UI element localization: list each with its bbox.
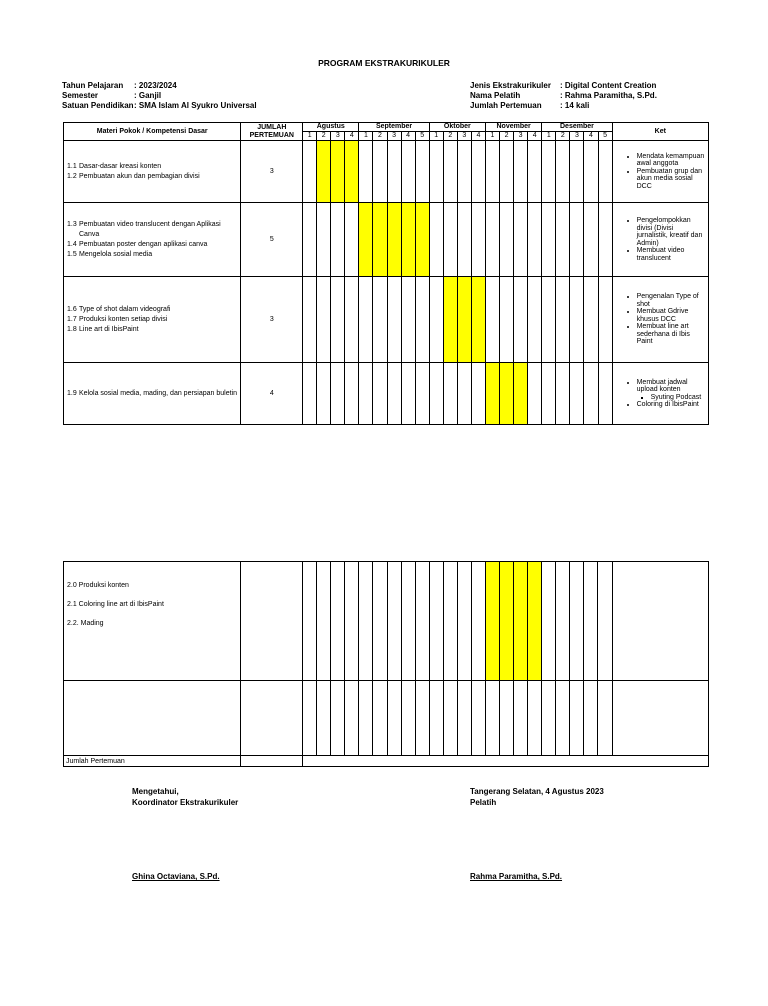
materi-number: 1.4: [67, 240, 77, 248]
materi-text: Pembuatan akun dan pembagian divisi: [79, 172, 200, 180]
materi-cell: [64, 562, 241, 681]
ket-text: Coloring di IbisPaint: [636, 401, 699, 408]
week-cell-active: [514, 363, 528, 425]
week-cell-active: [317, 141, 331, 203]
jumlah-cell: 3: [241, 277, 303, 363]
week-cell: [542, 363, 556, 425]
week-cell: [556, 141, 570, 203]
week-cell: [584, 203, 598, 277]
week-cell: [317, 277, 331, 363]
week-cell: [401, 562, 415, 681]
ket-text: Membuat Gdrive khusus DCC: [636, 308, 689, 323]
week-cell: [373, 562, 387, 681]
ket-subitem: ▪ Syuting Podcast: [651, 394, 706, 402]
materi-text: Produksi konten setiap divisi: [79, 315, 168, 323]
week-cell: [303, 562, 317, 681]
ket-text: Pengelompokkan divisi (Divisi jurnalistik, kreatif dan Admin): [636, 217, 703, 247]
week-cell: [401, 363, 415, 425]
schedule-table-2: [63, 561, 709, 767]
week-cell: [345, 363, 359, 425]
week-cell: [443, 681, 457, 756]
materi-item: [67, 220, 237, 240]
info-label: Tahun Pelajaran: [62, 81, 124, 90]
header-month: Agustus: [303, 123, 359, 132]
week-cell: [303, 277, 317, 363]
jumlah-cell: [241, 562, 303, 681]
week-cell: [457, 562, 471, 681]
week-cell-active: [471, 277, 485, 363]
week-cell: [387, 562, 401, 681]
materi-text: Type of shot dalam videografi: [79, 305, 171, 313]
week-cell: [584, 562, 598, 681]
materi-number: 1.6: [67, 305, 77, 313]
sign-right-line1: Tangerang Selatan, 4 Agustus 2023: [470, 787, 604, 796]
info-row: [470, 101, 657, 111]
week-cell: [570, 277, 584, 363]
info-row: [62, 91, 257, 101]
week-number: 3: [570, 132, 584, 141]
week-cell: [443, 363, 457, 425]
week-cell: [528, 277, 542, 363]
materi-item: [67, 305, 237, 315]
week-cell: [373, 277, 387, 363]
info-value: : Digital Content Creation: [560, 81, 657, 90]
info-value: : Rahma Paramitha, S.Pd.: [560, 91, 657, 100]
week-cell: [485, 203, 499, 277]
week-cell: [345, 203, 359, 277]
ket-list: [613, 217, 706, 262]
week-cell: [556, 363, 570, 425]
materi-cell: [64, 277, 241, 363]
week-cell: [345, 681, 359, 756]
info-row: [470, 91, 657, 101]
materi-number: 1.3: [67, 220, 77, 228]
materi-text: Kelola sosial media, mading, dan persiapan buletin: [79, 389, 237, 397]
week-cell: [317, 562, 331, 681]
week-number: 4: [471, 132, 485, 141]
materi-text: Pembuatan poster dengan aplikasi canva: [79, 240, 208, 248]
week-cell-active: [415, 203, 429, 277]
week-cell-active: [485, 363, 499, 425]
week-number: 3: [457, 132, 471, 141]
ket-text: Membuat line art sederhana di Ibis Paint: [636, 323, 690, 346]
ket-sublist: [637, 394, 706, 402]
materi-text: Mengelola sosial media: [79, 250, 153, 258]
week-cell: [331, 277, 345, 363]
week-number: 1: [542, 132, 556, 141]
ket-cell: [612, 277, 708, 363]
table-row: [64, 363, 709, 425]
table-row: [64, 562, 709, 681]
week-number: 1: [429, 132, 443, 141]
week-number: 3: [514, 132, 528, 141]
jumlah-cell: [241, 681, 303, 756]
week-cell: [528, 203, 542, 277]
week-number: 2: [443, 132, 457, 141]
week-cell: [429, 141, 443, 203]
sign-right-name: Rahma Paramitha, S.Pd.: [470, 872, 563, 881]
week-cell: [598, 562, 612, 681]
table-row: [64, 681, 709, 756]
week-cell: [584, 277, 598, 363]
materi-cell: [64, 363, 241, 425]
week-cell: [514, 203, 528, 277]
week-cell: [500, 277, 514, 363]
week-cell: [443, 141, 457, 203]
week-cell-active: [514, 562, 528, 681]
week-cell: [556, 681, 570, 756]
week-number: 4: [528, 132, 542, 141]
week-cell: [556, 562, 570, 681]
week-cell: [331, 681, 345, 756]
info-row: [470, 81, 657, 91]
info-value: : SMA Islam Al Syukro Universal: [134, 101, 257, 110]
week-cell-active: [485, 562, 499, 681]
week-cell: [359, 681, 373, 756]
week-number: 3: [387, 132, 401, 141]
week-cell: [303, 203, 317, 277]
materi-text: Pembuatan video translucent dengan Aplikasi Canva: [79, 220, 221, 238]
ket-item: [637, 168, 706, 191]
header-materi: Materi Pokok / Kompetensi Dasar: [64, 123, 241, 141]
info-label: Satuan Pendidikan: [62, 101, 134, 110]
ket-item: [637, 401, 706, 409]
ket-item: [637, 247, 706, 262]
week-cell: [303, 681, 317, 756]
week-cell: [345, 277, 359, 363]
week-cell: [387, 363, 401, 425]
week-cell-active: [401, 203, 415, 277]
week-cell: [584, 141, 598, 203]
week-number: 5: [598, 132, 612, 141]
week-cell: [570, 141, 584, 203]
week-cell: [303, 141, 317, 203]
week-number: 2: [317, 132, 331, 141]
week-cell-active: [345, 141, 359, 203]
week-cell: [471, 203, 485, 277]
week-cell: [471, 141, 485, 203]
week-cell: [457, 363, 471, 425]
week-cell: [415, 681, 429, 756]
week-cell: [331, 363, 345, 425]
week-cell: [542, 681, 556, 756]
week-number: 2: [556, 132, 570, 141]
info-value: : Ganjil: [134, 91, 162, 100]
week-cell: [429, 363, 443, 425]
week-cell: [514, 681, 528, 756]
materi-item: 2.1 Coloring line art di IbisPaint: [67, 601, 164, 608]
week-cell: [401, 277, 415, 363]
week-cell: [471, 681, 485, 756]
week-number: 4: [345, 132, 359, 141]
week-cell: [317, 203, 331, 277]
week-cell: [345, 562, 359, 681]
week-cell: [415, 562, 429, 681]
materi-cell: [64, 203, 241, 277]
ket-cell: [612, 141, 708, 203]
week-cell: [556, 277, 570, 363]
ket-cell: [612, 681, 708, 756]
ket-text: Pengenalan Type of shot: [636, 293, 699, 308]
sign-left-name: Ghina Octaviana, S.Pd.: [132, 872, 220, 881]
ket-cell: [612, 562, 708, 681]
ket-item: [637, 308, 706, 323]
week-cell: [471, 363, 485, 425]
footer-label: Jumlah Pertemuan: [64, 756, 241, 767]
week-number: 3: [331, 132, 345, 141]
schedule-table: [63, 122, 709, 425]
header-month: Oktober: [429, 123, 485, 132]
week-cell: [528, 681, 542, 756]
week-cell-active: [359, 203, 373, 277]
materi-item: [67, 162, 237, 172]
week-cell: [443, 203, 457, 277]
ket-cell: [612, 203, 708, 277]
signature-left: [132, 786, 382, 886]
materi-number: 1.2: [67, 172, 77, 180]
ket-list: [613, 379, 706, 409]
week-cell: [528, 141, 542, 203]
week-cell: [584, 681, 598, 756]
table-row: [64, 141, 709, 203]
week-cell: [429, 203, 443, 277]
week-cell: [598, 203, 612, 277]
jumlah-cell: 4: [241, 363, 303, 425]
materi-number: 1.5: [67, 250, 77, 258]
week-cell: [542, 203, 556, 277]
week-cell: [500, 681, 514, 756]
week-cell: [387, 141, 401, 203]
ket-item: [637, 323, 706, 346]
week-number: 2: [500, 132, 514, 141]
week-cell: [570, 363, 584, 425]
week-cell-active: [443, 277, 457, 363]
sign-left-line1: Mengetahui,: [132, 787, 179, 796]
week-cell-active: [331, 141, 345, 203]
materi-item: 2.0 Produksi konten: [67, 582, 129, 589]
week-cell: [598, 277, 612, 363]
week-cell: [415, 363, 429, 425]
week-cell: [415, 277, 429, 363]
week-number: 4: [584, 132, 598, 141]
materi-item: [67, 172, 237, 182]
week-number: 1: [485, 132, 499, 141]
info-label: Jumlah Pertemuan: [470, 101, 542, 110]
week-cell: [331, 562, 345, 681]
week-cell-active: [500, 562, 514, 681]
table-row: [64, 203, 709, 277]
ket-list: [613, 293, 706, 346]
week-cell: [373, 363, 387, 425]
materi-number: 1.7: [67, 315, 77, 323]
materi-number: 1.1: [67, 162, 77, 170]
header-ket: Ket: [612, 123, 708, 141]
ket-item: [637, 379, 706, 402]
ket-list: [613, 153, 706, 191]
week-cell: [514, 277, 528, 363]
week-cell: [542, 141, 556, 203]
week-cell: [570, 203, 584, 277]
week-cell: [570, 562, 584, 681]
materi-number: 1.8: [67, 325, 77, 333]
week-cell-active: [373, 203, 387, 277]
header-row-months: [64, 123, 709, 132]
jumlah-cell: 3: [241, 141, 303, 203]
week-cell: [485, 277, 499, 363]
ket-item: [637, 153, 706, 168]
header-month: Desember: [542, 123, 612, 132]
week-cell: [542, 562, 556, 681]
week-cell-active: [528, 562, 542, 681]
ket-cell: [612, 363, 708, 425]
week-cell: [359, 363, 373, 425]
week-cell: [359, 141, 373, 203]
week-cell: [429, 277, 443, 363]
materi-cell: [64, 681, 241, 756]
week-number: 5: [415, 132, 429, 141]
week-cell: [542, 277, 556, 363]
materi-text: Dasar-dasar kreasi konten: [79, 162, 162, 170]
ket-item: [637, 293, 706, 308]
jumlah-cell: 5: [241, 203, 303, 277]
materi-number: 1.9: [67, 389, 77, 397]
ket-text: Membuat jadwal upload konten: [636, 378, 688, 393]
materi-item: [67, 389, 237, 399]
signature-right: [470, 786, 720, 886]
week-cell: [373, 681, 387, 756]
ket-text: Membuat video translucent: [636, 247, 685, 262]
week-cell: [485, 141, 499, 203]
week-number: 1: [359, 132, 373, 141]
week-cell: [429, 562, 443, 681]
materi-item: [67, 315, 237, 325]
week-cell: [429, 681, 443, 756]
info-row: [62, 81, 257, 91]
week-cell: [584, 363, 598, 425]
week-cell: [387, 681, 401, 756]
week-cell: [598, 141, 612, 203]
sign-right-line2: Pelatih: [470, 798, 497, 807]
week-cell: [514, 141, 528, 203]
week-cell: [387, 277, 401, 363]
week-cell: [457, 681, 471, 756]
header-month: September: [359, 123, 429, 132]
week-cell-active: [387, 203, 401, 277]
header-month: November: [485, 123, 541, 132]
week-cell: [500, 203, 514, 277]
week-cell: [415, 141, 429, 203]
materi-item: [67, 240, 237, 250]
week-cell: [471, 562, 485, 681]
week-cell: [528, 363, 542, 425]
sign-left-line2: Koordinator Ekstrakurikuler: [132, 798, 239, 807]
footer-span-cell: [303, 756, 709, 767]
week-number: 4: [401, 132, 415, 141]
info-label: Nama Pelatih: [470, 91, 521, 100]
info-row: [62, 101, 257, 111]
materi-item: [67, 250, 237, 260]
week-cell: [359, 562, 373, 681]
week-cell: [317, 363, 331, 425]
week-cell: [598, 681, 612, 756]
page-title: PROGRAM EKSTRAKURIKULER: [318, 58, 450, 68]
footer-jumlah-cell: [241, 756, 303, 767]
info-right: [470, 81, 657, 111]
week-cell: [373, 141, 387, 203]
info-left: [62, 81, 257, 111]
week-cell: [457, 203, 471, 277]
ket-item: [637, 217, 706, 247]
ket-text: Pembuatan grup dan akun media sosial DCC: [636, 167, 702, 190]
week-cell: [556, 203, 570, 277]
week-cell: [598, 363, 612, 425]
table-row: [64, 277, 709, 363]
week-number: 1: [303, 132, 317, 141]
materi-item: 2.2. Mading: [67, 620, 104, 627]
ket-text: Mendata kemampuan awal anggota: [636, 152, 705, 168]
info-label: Jenis Ekstrakurikuler: [470, 81, 551, 90]
week-number: 2: [373, 132, 387, 141]
week-cell: [570, 681, 584, 756]
info-value: : 2023/2024: [134, 81, 177, 90]
week-cell: [303, 363, 317, 425]
week-cell: [401, 141, 415, 203]
info-value: : 14 kali: [560, 101, 590, 110]
footer-row: [64, 756, 709, 767]
week-cell: [401, 681, 415, 756]
week-cell: [331, 203, 345, 277]
week-cell: [500, 141, 514, 203]
week-cell: [485, 681, 499, 756]
info-label: Semester: [62, 91, 99, 100]
week-cell: [317, 681, 331, 756]
week-cell: [457, 141, 471, 203]
week-cell-active: [457, 277, 471, 363]
materi-cell: [64, 141, 241, 203]
week-cell: [443, 562, 457, 681]
header-jumlah: JUMLAH PERTEMUAN: [241, 123, 303, 141]
week-cell: [359, 277, 373, 363]
week-cell-active: [500, 363, 514, 425]
materi-text: Line art di IbisPaint: [79, 325, 139, 333]
materi-item: [67, 325, 237, 335]
